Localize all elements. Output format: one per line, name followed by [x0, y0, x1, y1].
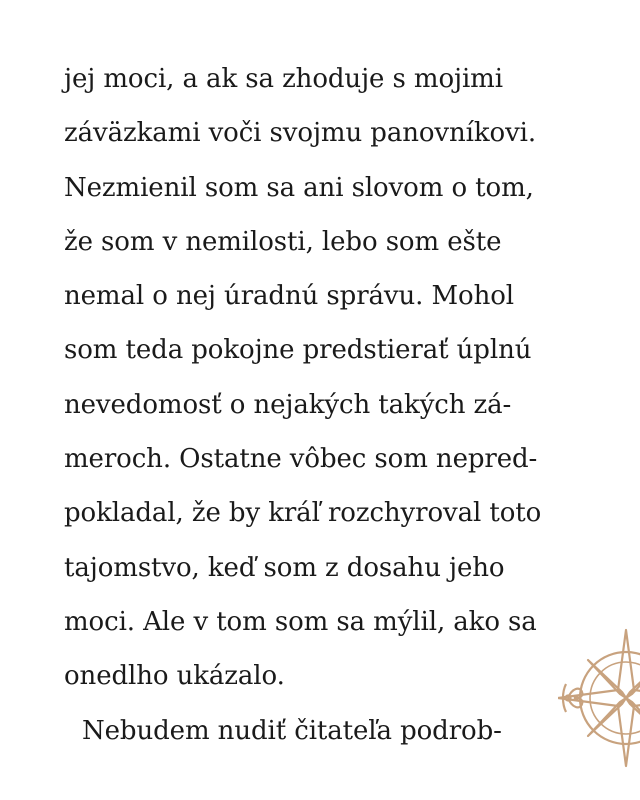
text-line-8: meroch. Ostatne vôbec som nepred- — [64, 444, 538, 475]
text-line-9: pokladal, že by kráľ rozchyroval toto — [64, 498, 542, 529]
text-line-2: záväzkami voči svojmu panovníkovi. — [64, 118, 537, 149]
text-line-1: jej moci, a ak sa zhoduje s mojimi — [64, 64, 503, 94]
text-line-4: že som v nemilosti, lebo som ešte — [64, 226, 502, 257]
text-block — [64, 52, 624, 758]
text-line-6: som teda pokojne predstierať úplnú — [64, 335, 532, 366]
text-line-13-paragraph-start: Nebudem nudiť čitateľa podrob- — [82, 715, 502, 746]
text-line-11: moci. Ale v tom som sa mýlil, ako sa — [64, 606, 537, 637]
compass-rose-icon — [558, 622, 640, 772]
text-line-3: Nezmienil som sa ani slovom o tom, — [64, 172, 534, 203]
text-line-10: tajomstvo, keď som z dosahu jeho — [64, 552, 505, 583]
text-line-5: nemal o nej úradnú správu. Mohol — [64, 281, 514, 312]
text-line-7: nevedomosť o nejakých takých zá- — [64, 389, 512, 420]
text-line-12: onedlho ukázalo. — [64, 661, 285, 692]
